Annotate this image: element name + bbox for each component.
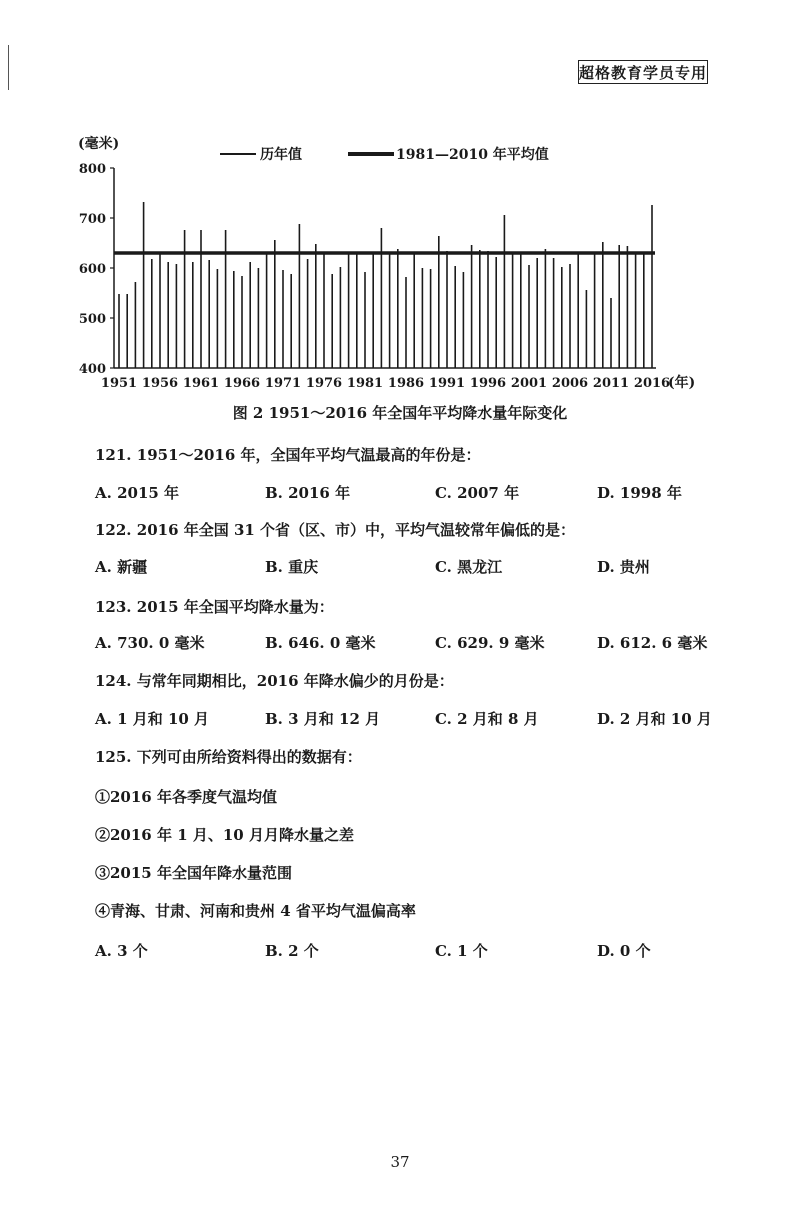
x-tick-label: 1971 [264,376,302,391]
q121-option-d: D. 1998 年 [597,484,682,502]
x-tick-label: 1981 [346,376,384,391]
q124-option-b: B. 3 月和 12 月 [265,710,381,728]
figure-caption: 图 2 1951～2016 年全国年平均降水量年际变化 [232,404,568,422]
question-122-stem: 122. 2016 年全国 31 个省（区、市）中，平均气温较常年偏低的是： [95,521,576,539]
x-tick-label: 1966 [223,376,261,391]
q122-option-b: B. 重庆 [265,558,319,576]
question-121-stem: 121. 1951～2016 年，全国年平均气温最高的年份是： [95,446,481,464]
q123-option-d: D. 612. 6 毫米 [597,634,708,652]
chart-legend [220,146,549,163]
x-tick-label: 2016 [633,376,671,391]
y-tick-label: 600 [78,262,106,277]
legend-label-average: 1981—2010 年平均值 [396,147,549,163]
legend-label-annual: 历年值 [260,147,302,163]
scan-edge-mark [8,45,9,90]
page-number: 37 [390,1153,410,1171]
q125-option-b: B. 2 个 [265,942,319,960]
precipitation-chart [70,130,696,395]
x-tick-label: 1961 [182,376,220,391]
x-tick-label: 2011 [592,376,630,391]
q121-option-a: A. 2015 年 [95,484,180,502]
q121-option-b: B. 2016 年 [265,484,351,502]
q123-option-a: A. 730. 0 毫米 [95,634,205,652]
q125-item-2: ②2016 年 1 月、10 月月降水量之差 [95,826,354,844]
q122-option-c: C. 黑龙江 [435,558,503,576]
x-tick-label: 1986 [387,376,425,391]
y-tick-label: 500 [78,312,106,327]
q125-option-a: A. 3 个 [95,942,148,960]
q123-option-b: B. 646. 0 毫米 [265,634,376,652]
bars-group [119,202,652,368]
question-123-stem: 123. 2015 年全国平均降水量为： [95,598,334,616]
q125-item-4: ④青海、甘肃、河南和贵州 4 省平均气温偏高率 [95,902,416,920]
x-tick-label: 2006 [551,376,589,391]
x-tick-label: 1996 [469,376,507,391]
y-axis-ticks [79,162,114,377]
header-stamp: 超格教育学员专用 [578,60,708,84]
q125-option-d: D. 0 个 [597,942,651,960]
q124-option-d: D. 2 月和 10 月 [597,710,712,728]
y-tick-label: 400 [78,362,106,377]
q121-option-c: C. 2007 年 [435,484,520,502]
x-tick-label: 1976 [305,376,343,391]
q122-option-a: A. 新疆 [95,558,148,576]
question-124-stem: 124. 与常年同期相比，2016 年降水偏少的月份是： [95,672,454,690]
x-axis-ticks [101,376,670,391]
x-tick-label: 1991 [428,376,466,391]
y-tick-label: 700 [78,212,106,227]
q124-option-c: C. 2 月和 8 月 [435,710,539,728]
q125-item-3: ③2015 年全国年降水量范围 [95,864,292,882]
q122-option-d: D. 贵州 [597,558,650,576]
x-tick-label: 1951 [100,376,138,391]
y-axis-label: (毫米) [78,136,120,152]
x-axis-unit: (年) [668,375,696,391]
q124-option-a: A. 1 月和 10 月 [95,710,210,728]
q125-option-c: C. 1 个 [435,942,488,960]
q125-item-1: ①2016 年各季度气温均值 [95,788,277,806]
q123-option-c: C. 629. 9 毫米 [435,634,545,652]
x-tick-label: 2001 [510,376,548,391]
x-tick-label: 1956 [141,376,179,391]
question-125-stem: 125. 下列可由所给资料得出的数据有： [95,748,362,766]
y-tick-label: 800 [78,162,106,177]
